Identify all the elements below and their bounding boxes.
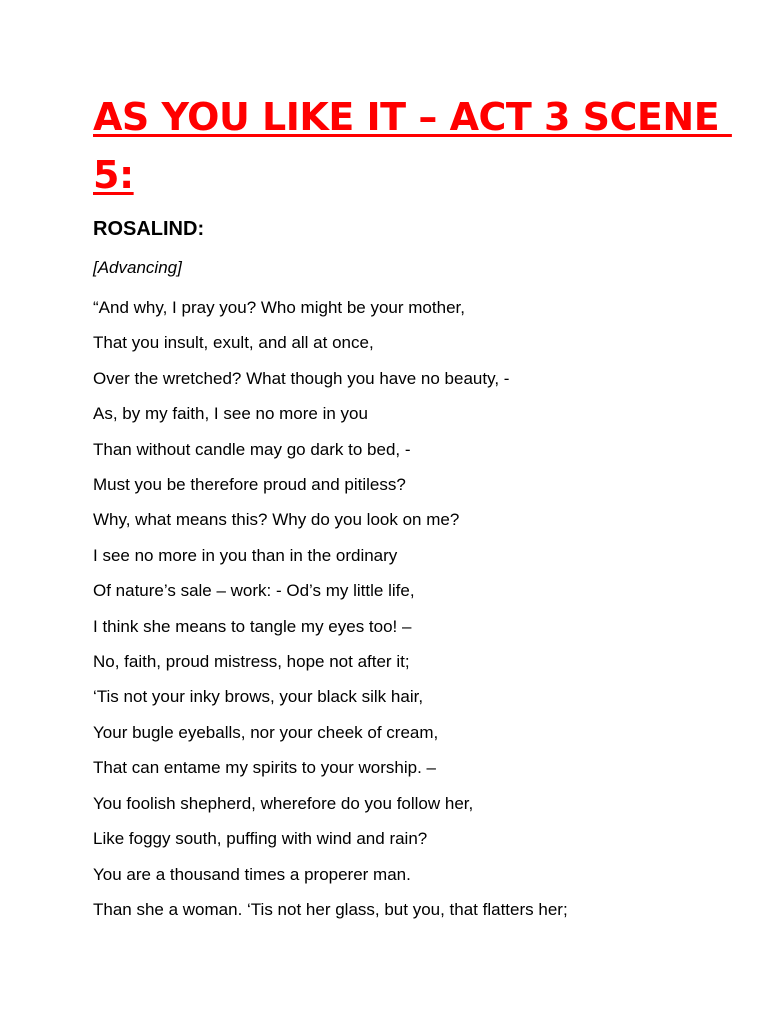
verse-line: ‘Tis not your inky brows, your black silk hair, [93, 687, 424, 707]
speaker-name: ROSALIND: [93, 218, 205, 240]
verse-line: Over the wretched? What though you have no beauty, - [93, 368, 510, 388]
verse-line: Must you be therefore proud and pitiless? [93, 475, 406, 495]
verse-line: As, by my faith, I see no more in you [93, 404, 368, 424]
document-title [93, 88, 733, 204]
verse-line: I think she means to tangle my eyes too! – [93, 616, 412, 636]
verse-line: You foolish shepherd, wherefore do you follow her, [93, 793, 474, 813]
verse-line: “And why, I pray you? Who might be your mother, [93, 298, 465, 317]
verse-line: Like foggy south, puffing with wind and rain? [93, 829, 428, 849]
verse-line: Of nature’s sale – work: - Od’s my little life, [93, 581, 415, 601]
verse-line: Your bugle eyeballs, nor your cheek of cream, [93, 722, 439, 742]
verse-line: Why, what means this? Why do you look on me? [93, 510, 460, 530]
title-line-2: 5: [93, 153, 134, 197]
verse-line: I see no more in you than in the ordinary [93, 545, 398, 565]
verse-line: That you insult, exult, and all at once, [93, 333, 374, 353]
verse-line: No, faith, proud mistress, hope not after it; [93, 652, 410, 672]
stage-direction: [Advancing] [93, 258, 182, 277]
verse-lines [93, 290, 568, 927]
verse-line: That can entame my spirits to your worship. – [93, 758, 436, 778]
verse-line: You are a thousand times a properer man. [93, 864, 411, 884]
verse-line: Than she a woman. ‘Tis not her glass, but you, that flatters her; [93, 899, 568, 919]
title-line-1: AS YOU LIKE IT – ACT 3 SCENE [93, 95, 732, 139]
verse-line: Than without candle may go dark to bed, - [93, 439, 411, 459]
